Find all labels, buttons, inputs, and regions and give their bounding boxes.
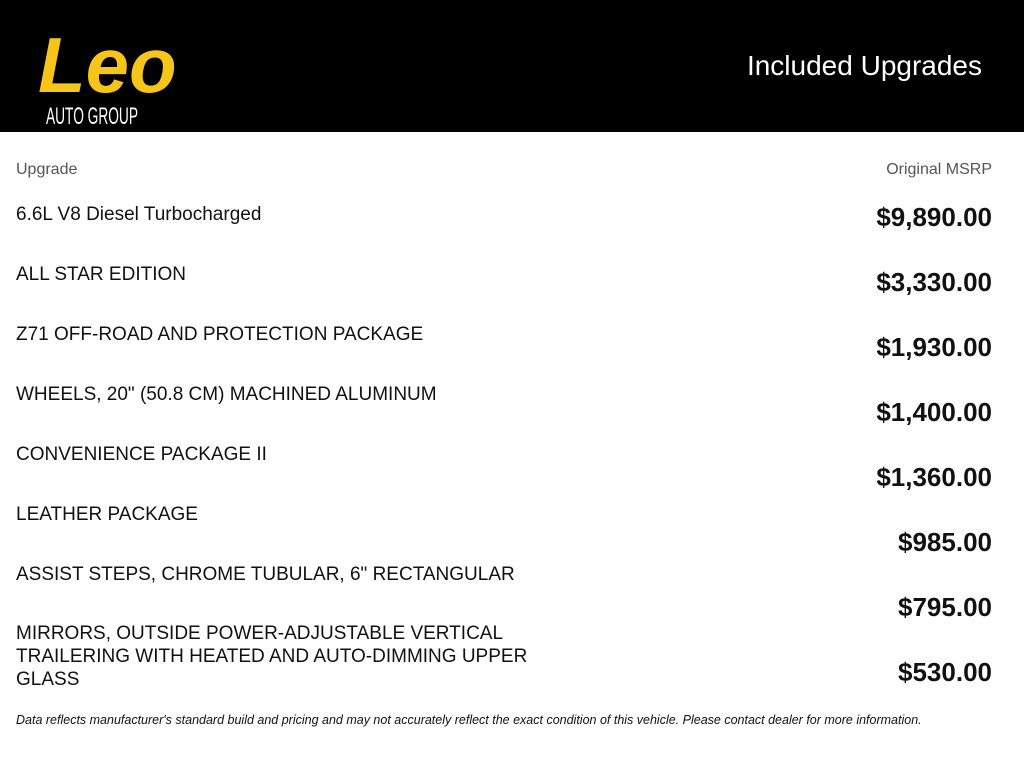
upgrade-price: $1,360.00	[876, 462, 992, 492]
upgrade-price: $530.00	[898, 657, 992, 687]
upgrade-price: $985.00	[898, 527, 992, 557]
upgrade-column-header: Upgrade	[16, 161, 78, 178]
upgrade-name: ALL STAR EDITION	[16, 264, 186, 285]
upgrade-name: MIRRORS, OUTSIDE POWER-ADJUSTABLE VERTICAL TRAILERING WITH HEATED AND AUTO-DIMMING UPPER GLASS	[16, 623, 528, 690]
msrp-column-header: Original MSRP	[886, 161, 992, 178]
upgrade-price: $1,930.00	[876, 332, 992, 362]
page-title: Included Upgrades	[746, 50, 982, 81]
upgrade-name: CONVENIENCE PACKAGE II	[16, 444, 267, 465]
upgrade-price: $9,890.00	[876, 202, 992, 232]
upgrade-name: LEATHER PACKAGE	[16, 504, 198, 525]
upgrade-name: WHEELS, 20" (50.8 CM) MACHINED ALUMINUM	[16, 384, 437, 405]
upgrade-price: $795.00	[898, 592, 992, 622]
logo-wordmark: Leo	[38, 21, 177, 109]
upgrade-name: Z71 OFF-ROAD AND PROTECTION PACKAGE	[16, 324, 424, 345]
upgrade-name: ASSIST STEPS, CHROME TUBULAR, 6" RECTANGULAR	[16, 564, 515, 585]
upgrade-price: $3,330.00	[876, 267, 992, 297]
disclaimer-footnote: Data reflects manufacturer's standard build and pricing and may not accurately reflect the exact condition of this vehicle. Please contact dealer for more information.	[16, 713, 922, 727]
upgrade-name: 6.6L V8 Diesel Turbocharged	[16, 204, 262, 225]
logo-tagline: AUTO GROUP	[46, 103, 138, 130]
upgrade-price: $1,400.00	[876, 397, 992, 427]
